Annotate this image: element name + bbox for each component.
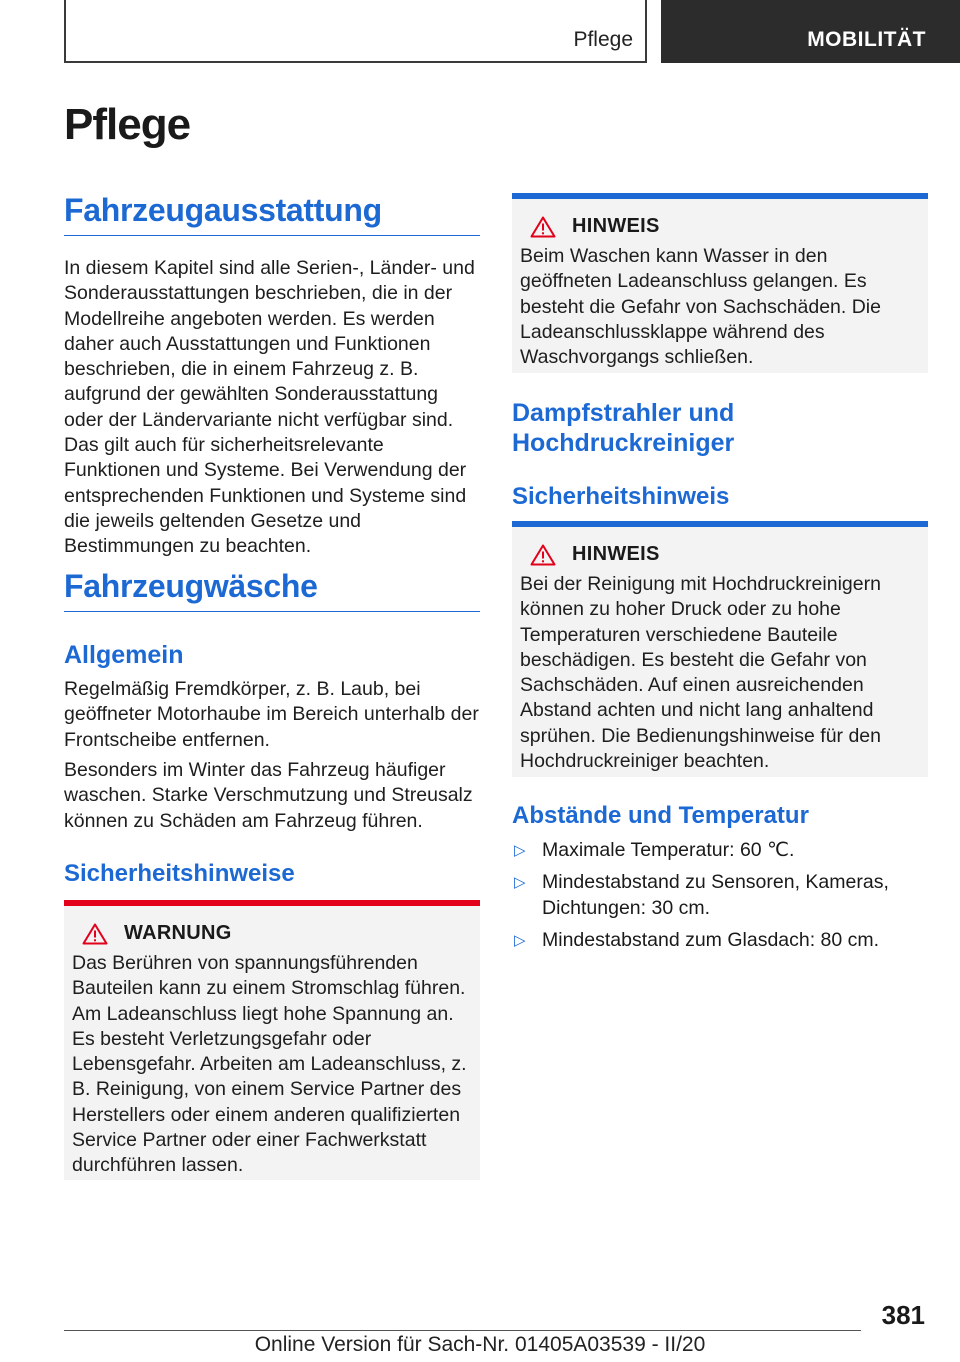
footer-text: Online Version für Sach-Nr. 01405A03539 - II/20 [254,1333,706,1356]
header-chapter-label: Pflege [573,28,633,51]
list-item [512,870,928,921]
list-item [512,928,928,953]
warning-header [82,922,472,945]
header-section-label: MOBILITÄT [807,28,926,51]
header-section-tab [661,0,960,63]
list-item-text: Mindestabstand zu Sensoren, Kameras, Dichtungen: 30 cm. [542,871,889,919]
subheading-allgemein: Allgemein [64,641,184,669]
allgemein-paragraph-2: Besonders im Winter das Fahrzeug häufiger waschen. Starke Verschmutzung und Streusalz können zu Schäden am Fahrzeug führen. [64,759,473,832]
page-number: 381 [881,1300,925,1330]
bullet-triangle-icon: ▷ [514,874,526,892]
footer-divider [64,1330,861,1331]
warning-title: WARNUNG [124,922,232,944]
subheading-sicherheitshinweise: Sicherheitshinweise [64,860,295,887]
heading-dampfstrahler: Dampfstrahler und Hochdruckreiniger [512,399,735,457]
hinweis-box-pressure [512,521,928,777]
list-item-text: Mindestabstand zum Glasdach: 80 cm. [542,928,880,951]
bullet-triangle-icon: ▷ [514,931,526,949]
list-item [512,838,928,863]
hinweis-title: HINWEIS [572,543,660,565]
hinweis-title: HINWEIS [572,215,660,237]
hinweis-header [530,543,920,566]
page-title: Pflege [64,100,191,149]
hinweis-box-wash [512,193,928,373]
hinweis-text: Bei der Reinigung mit Hochdruckreinigern können zu hoher Druck oder zu hohe Temperaturen verschiedene Bauteile beschädigen. Es besteht die Gefahr von Sachschäden. Auf einen ausreichenden Abstand achten und nicht lang anhaltend sprühen. Die Bedienungshinweise für den Hochdruckreiniger beachten. [520,573,881,773]
hinweis-header [530,215,920,238]
hinweis-text: Beim Waschen kann Wasser in den geöffneten Ladeanschluss gelangen. Es besteht die Gefahr von Sachschäden. Die Ladeanschlussklappe während des Waschvorgangs schließen. [520,245,881,369]
bullet-triangle-icon: ▷ [514,842,526,859]
header-chapter-tab [64,0,647,63]
list-item-text: Maximale Temperatur: 60 ℃. [542,839,795,861]
intro-paragraph: In diesem Kapitel sind alle Serien-, Länder- und Sonderausstattungen beschrieben, die in der Modellreihe angeboten werden. Es werden daher auch Ausstattungen und Funktionen beschrieben, die in einem Fahrzeug z. B. aufgrund der gewählten Sonderausstattung oder der Ländervariante nicht verfügbar sind. Das gilt auch für sicherheitsrelevante Funktionen und Systeme. Bei Verwendung der entsprechenden Funktionen und Systeme sind die jeweils geltenden Gesetze und Bestimmungen zu beachten. [64,257,475,558]
warning-triangle-icon [530,216,556,238]
distance-list [512,838,928,960]
warning-box [64,900,480,1180]
heading-fahrzeugwaesche: Fahrzeugwäsche [64,568,480,612]
heading-fahrzeugausstattung: Fahrzeugausstattung [64,192,480,236]
allgemein-paragraph-1: Regelmäßig Fremdkörper, z. B. Laub, bei geöffneter Motorhaube im Bereich unterhalb der Frontscheibe entfernen. [64,678,479,751]
warning-triangle-icon [530,544,556,566]
subheading-sicherheitshinweis: Sicherheitshinweis [512,483,730,510]
warning-triangle-icon [82,923,108,945]
warning-text: Das Berühren von spannungsführenden Bauteilen kann zu einem Stromschlag führen. Am Ladeanschluss liegt hohe Spannung an. Es besteht Verletzungsgefahr oder Lebensgefahr. Arbeiten am Ladeanschluss, z. B. Reinigung, von einem Service Partner des Herstellers oder einem anderen qualifizierten Service Partner oder einer Fachwerkstatt durchführen lassen. [72,952,467,1177]
subheading-abstaende: Abstände und Temperatur [512,802,809,829]
